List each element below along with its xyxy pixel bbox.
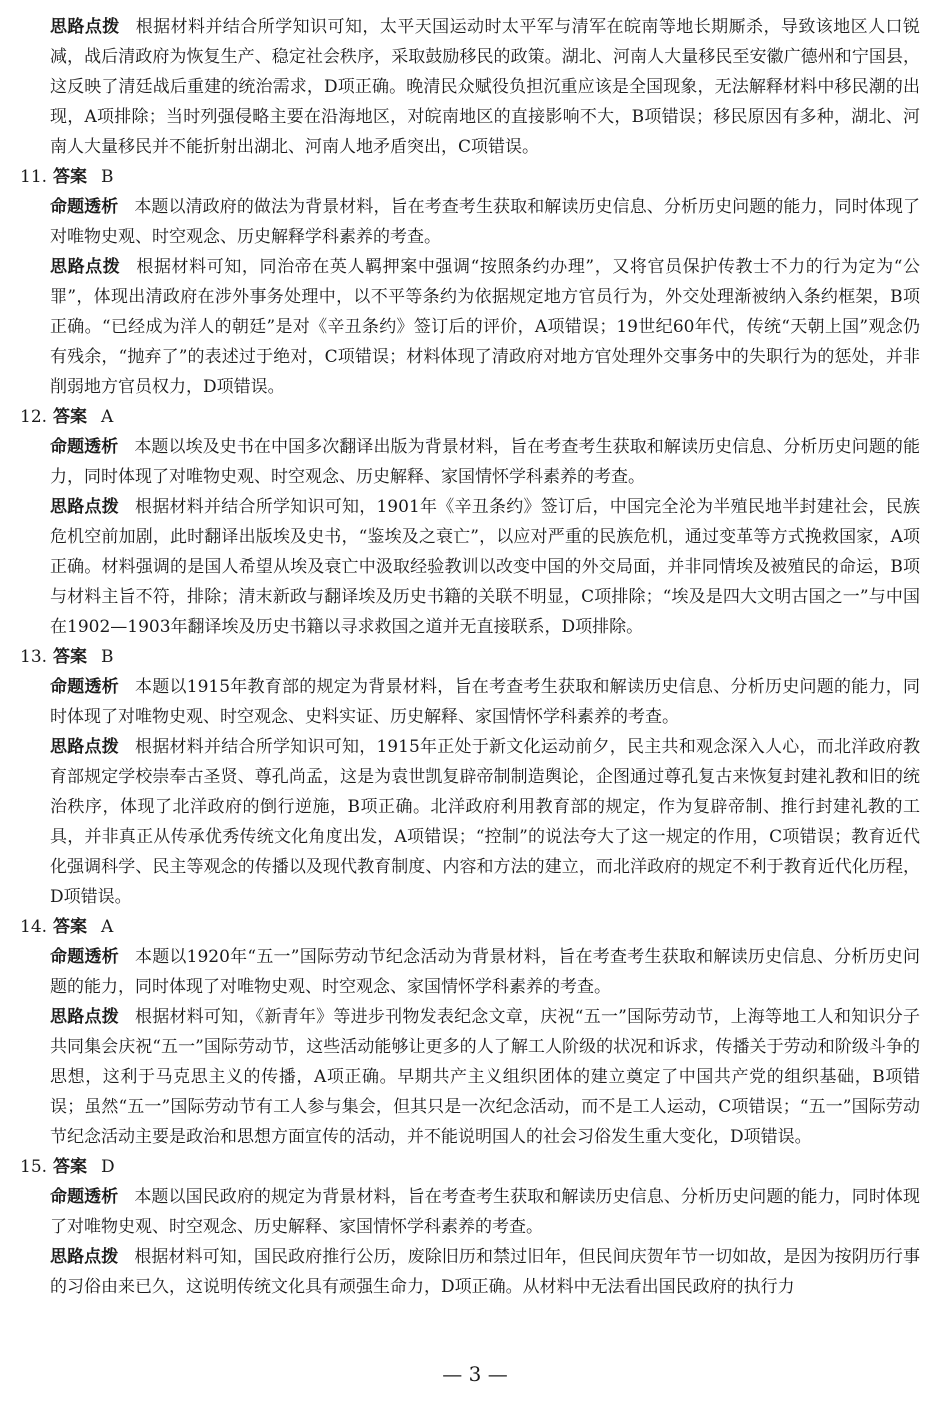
answer-line: 15. 答案 D	[20, 1157, 115, 1177]
answer-line: 13. 答案 B	[20, 647, 114, 667]
mingti-paragraph: 命题透析 本题以埃及史书在中国多次翻译出版为背景材料，旨在考查考生获取和解读历史信息、分析历史问题的能力，同时体现了对唯物史观、时空观念、历史解释、家国情怀学科素养的考查。	[50, 437, 920, 487]
question-14	[20, 912, 920, 1152]
answer-line: 11. 答案 B	[20, 167, 114, 187]
silu-paragraph: 思路点拨 根据材料可知，《新青年》等进步刊物发表纪念文章，庆祝“五一”国际劳动节，上海等地工人和知识分子共同集会庆祝“五一”国际劳动节，这些活动能够让更多的人了解工人阶级的状况和诉求，传播关于劳动和阶级斗争的思想，这利于马克思主义的传播，A项正确。早期共产主义组织团体的建立奠定了中国共产党的组织基础，B项错误；虽然“五一”国际劳动节有工人参与集会，但其只是一次纪念活动，而不是工人运动，C项错误；“五一”国际劳动节纪念活动主要是政治和思想方面宣传的活动，并不能说明国人的社会习俗发生重大变化，D项错误。	[50, 1007, 920, 1147]
answer-value: A	[100, 407, 114, 427]
silu-paragraph: 思路点拨 根据材料可知，同治帝在英人羁押案中强调“按照条约办理”，又将官员保护传教士不力的行为定为“公罪”，体现出清政府在涉外事务处理中，以不平等条约为依据规定地方官员行为，外交处理渐被纳入条约框架，B项正确。“已经成为洋人的朝廷”是对《辛丑条约》签订后的评价，A项错误；19世纪60年代，传统“天朝上国”观念仍有残余，“抛弃了”的表述过于绝对，C项错误；材料体现了清政府对地方官处理外交事务中的失职行为的惩处，并非削弱地方官员权力，D项错误。	[50, 257, 921, 397]
silu-paragraph: 思路点拨 根据材料可知，国民政府推行公历，废除旧历和禁过旧年，但民间庆贺年节一切如故，是因为按阴历行事的习俗由来已久，这说明传统文化具有顽强生命力，D项正确。从材料中无法看出国民政府的执行力	[50, 1247, 920, 1297]
mingti-paragraph: 命题透析 本题以1920年“五一”国际劳动节纪念活动为背景材料，旨在考查考生获取和解读历史信息、分析历史问题的能力，同时体现了对唯物史观、时空观念、家国情怀学科素养的考查。	[50, 947, 920, 997]
page-number: — 3 —	[442, 1362, 508, 1386]
intro-paragraph	[50, 12, 920, 162]
answer-value: A	[100, 917, 114, 937]
answer-value: D	[100, 1157, 115, 1177]
mingti-paragraph: 命题透析 本题以国民政府的规定为背景材料，旨在考查考生获取和解读历史信息、分析历史问题的能力，同时体现了对唯物史观、时空观念、历史解释、家国情怀学科素养的考查。	[50, 1187, 920, 1237]
question-13	[20, 642, 920, 912]
answer-value: B	[100, 167, 114, 187]
silu-paragraph: 思路点拨 根据材料并结合所学知识可知，1915年正处于新文化运动前夕，民主共和观念深入人心，而北洋政府教育部规定学校崇奉古圣贤、尊孔尚孟，这是为袁世凯复辟帝制制造舆论，企图通过尊孔复古来恢复封建礼教和旧的统治秩序，体现了北洋政府的倒行逆施，B项正确。北洋政府利用教育部的规定，作为复辟帝制、推行封建礼教的工具，并非真正从传承优秀传统文化角度出发，A项错误；“控制”的说法夸大了这一规定的作用，C项错误；教育近代化强调科学、民主等观念的传播以及现代教育制度、内容和方法的建立，而北洋政府的规定不利于教育近代化历程，D项错误。	[50, 737, 920, 907]
question-12	[20, 402, 920, 642]
question-11	[20, 162, 921, 402]
answer-line: 14. 答案 A	[20, 917, 114, 937]
question-15	[20, 1152, 920, 1302]
answer-value: B	[100, 647, 114, 667]
silu-paragraph: 思路点拨 根据材料并结合所学知识可知，1901年《辛丑条约》签订后，中国完全沦为半殖民地半封建社会，民族危机空前加剧，此时翻译出版埃及史书，“鉴埃及之衰亡”，以应对严重的民族危机，通过变革等方式挽救国家，A项正确。材料强调的是国人希望从埃及衰亡中汲取经验教训以改变中国的外交局面，并非同情埃及被殖民的命运，B项与材料主旨不符，排除；清末新政与翻译埃及历史书籍的关联不明显，C项排除；“埃及是四大文明古国之一”与中国在1902—1903年翻译埃及历史书籍以寻求救国之道并无直接联系，D项排除。	[50, 497, 920, 637]
silu-label: 思路点拨	[50, 17, 120, 37]
mingti-paragraph: 命题透析 本题以清政府的做法为背景材料，旨在考查考生获取和解读历史信息、分析历史问题的能力，同时体现了对唯物史观、时空观念、历史解释学科素养的考查。	[50, 197, 920, 247]
answer-line: 12. 答案 A	[20, 407, 114, 427]
silu-text: 根据材料并结合所学知识可知，太平天国运动时太平军与清军在皖南等地长期厮杀，导致该地区人口锐减，战后清政府为恢复生产、稳定社会秩序，采取鼓励移民的政策。湖北、河南人大量移民至安徽广德州和宁国县，这反映了清廷战后重建的统治需求，D项正确。晚清民众赋役负担沉重应该是全国现象，无法解释材料中移民潮的出现，A项排除；当时列强侵略主要在沿海地区，对皖南地区的直接影响不大，B项错误；移民原因有多种，湖北、河南人大量移民并不能折射出湖北、河南人地矛盾突出，C项错误。	[50, 17, 920, 157]
mingti-paragraph: 命题透析 本题以1915年教育部的规定为背景材料，旨在考查考生获取和解读历史信息、分析历史问题的能力，同时体现了对唯物史观、时空观念、史料实证、历史解释、家国情怀学科素养的考查。	[50, 677, 920, 727]
